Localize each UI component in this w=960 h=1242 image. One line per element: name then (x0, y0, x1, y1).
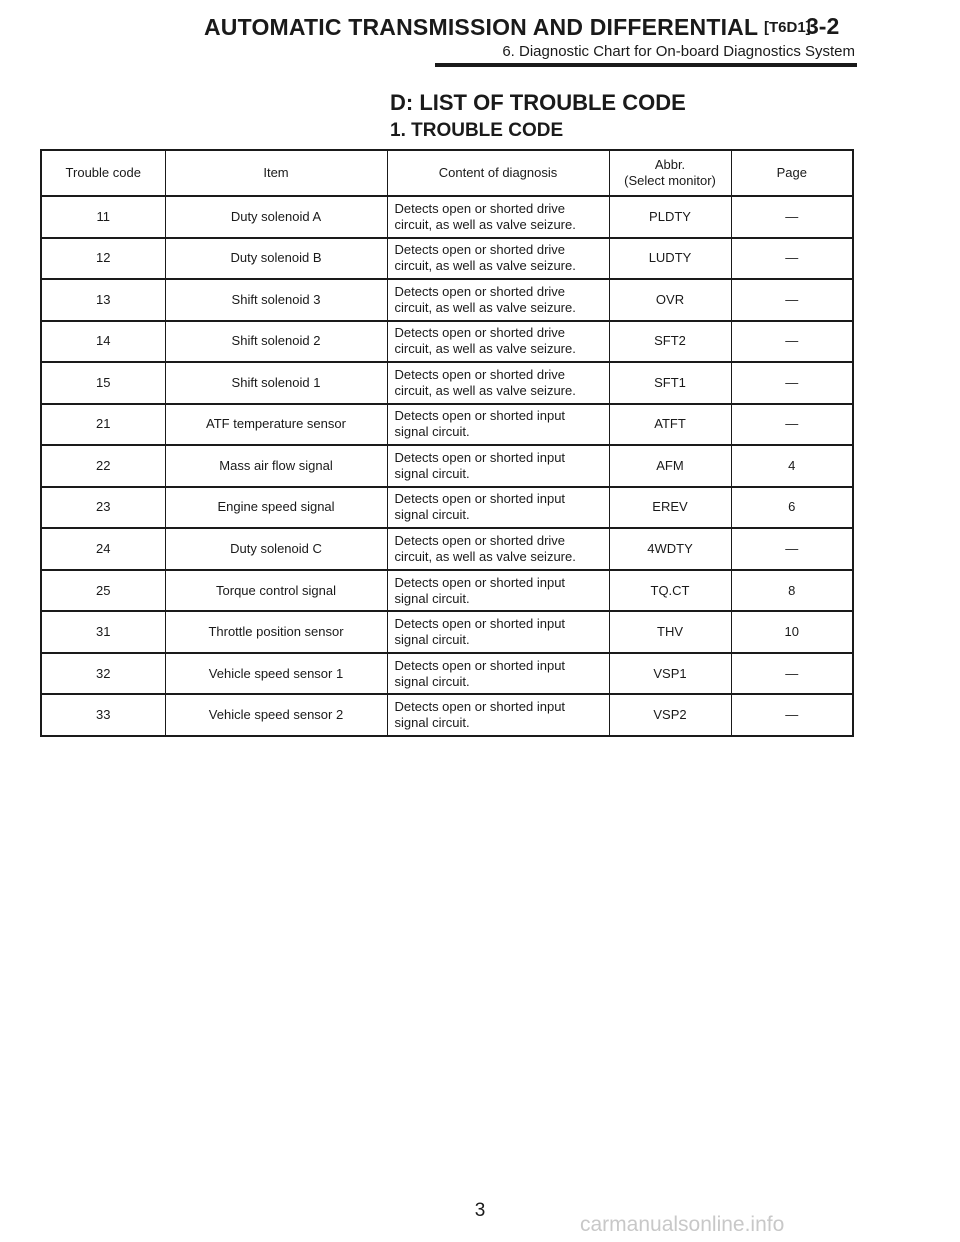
cell-content (387, 362, 609, 404)
cell-content-line: Detects open or shorted input (394, 616, 566, 632)
cell-content-line: Detects open or shorted input (394, 699, 566, 715)
header-rule (435, 63, 857, 67)
cell-trouble-code: 14 (41, 321, 165, 363)
cell-abbr: TQ.CT (609, 570, 731, 612)
cell-page: — (731, 196, 853, 238)
cell-item: Throttle position sensor (165, 611, 387, 653)
cell-item: ATF temperature sensor (165, 404, 387, 446)
cell-abbr: SFT2 (609, 321, 731, 363)
cell-item: Duty solenoid B (165, 238, 387, 280)
cell-content-line: signal circuit. (394, 632, 470, 648)
cell-trouble-code: 33 (41, 694, 165, 736)
table-row (41, 487, 853, 529)
cell-content-line: signal circuit. (394, 715, 470, 731)
cell-content-line: circuit, as well as valve seizure. (394, 382, 576, 398)
cell-trouble-code: 31 (41, 611, 165, 653)
cell-trouble-code: 15 (41, 362, 165, 404)
cell-content-line: signal circuit. (394, 590, 470, 606)
cell-abbr: ATFT (609, 404, 731, 446)
cell-page: — (731, 404, 853, 446)
table-row (41, 238, 853, 280)
table-row (41, 362, 853, 404)
cell-content-line: circuit, as well as valve seizure. (394, 258, 576, 274)
watermark: carmanualsonline.info (580, 1213, 785, 1236)
header-page-label: 3-2 (806, 13, 840, 39)
cell-content (387, 445, 609, 487)
cell-page: — (731, 279, 853, 321)
page-number: 3 (474, 1200, 486, 1221)
cell-content (387, 321, 609, 363)
cell-page: — (731, 653, 853, 695)
cell-abbr: VSP1 (609, 653, 731, 695)
section-title: D: LIST OF TROUBLE CODE (390, 90, 686, 115)
cell-content (387, 487, 609, 529)
table-row (41, 528, 853, 570)
cell-item: Engine speed signal (165, 487, 387, 529)
cell-item: Torque control signal (165, 570, 387, 612)
cell-content-line: Detects open or shorted drive (394, 200, 566, 216)
cell-content-line: Detects open or shorted drive (394, 283, 566, 299)
column-header-page: Page (731, 150, 853, 196)
cell-content-line: Detects open or shorted input (394, 491, 566, 507)
table-row (41, 611, 853, 653)
cell-trouble-code: 32 (41, 653, 165, 695)
header-subtitle: 6. Diagnostic Chart for On-board Diagnostics System (502, 43, 855, 60)
cell-content-line: circuit, as well as valve seizure. (394, 341, 576, 357)
cell-content (387, 694, 609, 736)
cell-trouble-code: 21 (41, 404, 165, 446)
cell-content-line: signal circuit. (394, 424, 470, 440)
cell-page: — (731, 528, 853, 570)
column-header-abbr-line2: (Select monitor) (624, 173, 716, 188)
column-header-abbr-line1: Abbr. (654, 157, 686, 172)
section-subtitle: 1. TROUBLE CODE (390, 120, 564, 141)
cell-trouble-code: 12 (41, 238, 165, 280)
cell-item: Shift solenoid 3 (165, 279, 387, 321)
cell-content-line: signal circuit. (394, 465, 470, 481)
cell-abbr: VSP2 (609, 694, 731, 736)
table-row (41, 445, 853, 487)
table-row (41, 570, 853, 612)
cell-page: — (731, 238, 853, 280)
cell-item: Shift solenoid 2 (165, 321, 387, 363)
cell-page: — (731, 694, 853, 736)
table-header-row (41, 150, 853, 196)
cell-content-line: circuit, as well as valve seizure. (394, 216, 576, 232)
table-body (41, 196, 853, 736)
cell-page: 8 (731, 570, 853, 612)
cell-abbr: OVR (609, 279, 731, 321)
cell-content-line: circuit, as well as valve seizure. (394, 299, 576, 315)
cell-abbr: EREV (609, 487, 731, 529)
header-section-code: [T6D1] (764, 19, 811, 36)
cell-content (387, 238, 609, 280)
cell-content (387, 611, 609, 653)
cell-item: Duty solenoid C (165, 528, 387, 570)
table-row (41, 404, 853, 446)
cell-content-line: Detects open or shorted drive (394, 325, 566, 341)
cell-item: Vehicle speed sensor 2 (165, 694, 387, 736)
cell-content-line: Detects open or shorted input (394, 408, 566, 424)
cell-abbr: PLDTY (609, 196, 731, 238)
table-row (41, 196, 853, 238)
column-header-abbr (609, 150, 731, 196)
header-title: AUTOMATIC TRANSMISSION AND DIFFERENTIAL (204, 14, 759, 40)
cell-trouble-code: 23 (41, 487, 165, 529)
cell-content-line: Detects open or shorted input (394, 449, 566, 465)
cell-abbr: AFM (609, 445, 731, 487)
table-row (41, 694, 853, 736)
cell-content-line: Detects open or shorted drive (394, 366, 566, 382)
cell-abbr: THV (609, 611, 731, 653)
cell-item: Shift solenoid 1 (165, 362, 387, 404)
cell-trouble-code: 24 (41, 528, 165, 570)
cell-item: Vehicle speed sensor 1 (165, 653, 387, 695)
cell-page: 6 (731, 487, 853, 529)
cell-content (387, 570, 609, 612)
cell-page: — (731, 321, 853, 363)
cell-content-line: circuit, as well as valve seizure. (394, 549, 576, 565)
cell-content-line: Detects open or shorted input (394, 657, 566, 673)
cell-page: 4 (731, 445, 853, 487)
cell-trouble-code: 22 (41, 445, 165, 487)
column-header-item: Item (165, 150, 387, 196)
table-row (41, 321, 853, 363)
cell-trouble-code: 25 (41, 570, 165, 612)
cell-content-line: Detects open or shorted drive (394, 533, 566, 549)
cell-item: Mass air flow signal (165, 445, 387, 487)
table-row (41, 653, 853, 695)
table-row (41, 279, 853, 321)
cell-content-line: signal circuit. (394, 507, 470, 523)
cell-content (387, 196, 609, 238)
cell-content-line: Detects open or shorted input (394, 574, 566, 590)
cell-abbr: 4WDTY (609, 528, 731, 570)
cell-content (387, 404, 609, 446)
cell-content (387, 653, 609, 695)
cell-content-line: signal circuit. (394, 673, 470, 689)
cell-page: — (731, 362, 853, 404)
cell-trouble-code: 11 (41, 196, 165, 238)
cell-abbr: SFT1 (609, 362, 731, 404)
cell-content (387, 528, 609, 570)
cell-trouble-code: 13 (41, 279, 165, 321)
cell-abbr: LUDTY (609, 238, 731, 280)
column-header-trouble-code: Trouble code (41, 150, 165, 196)
column-header-content: Content of diagnosis (387, 150, 609, 196)
cell-item: Duty solenoid A (165, 196, 387, 238)
cell-page: 10 (731, 611, 853, 653)
trouble-code-table (40, 149, 854, 737)
cell-content (387, 279, 609, 321)
cell-content-line: Detects open or shorted drive (394, 242, 566, 258)
